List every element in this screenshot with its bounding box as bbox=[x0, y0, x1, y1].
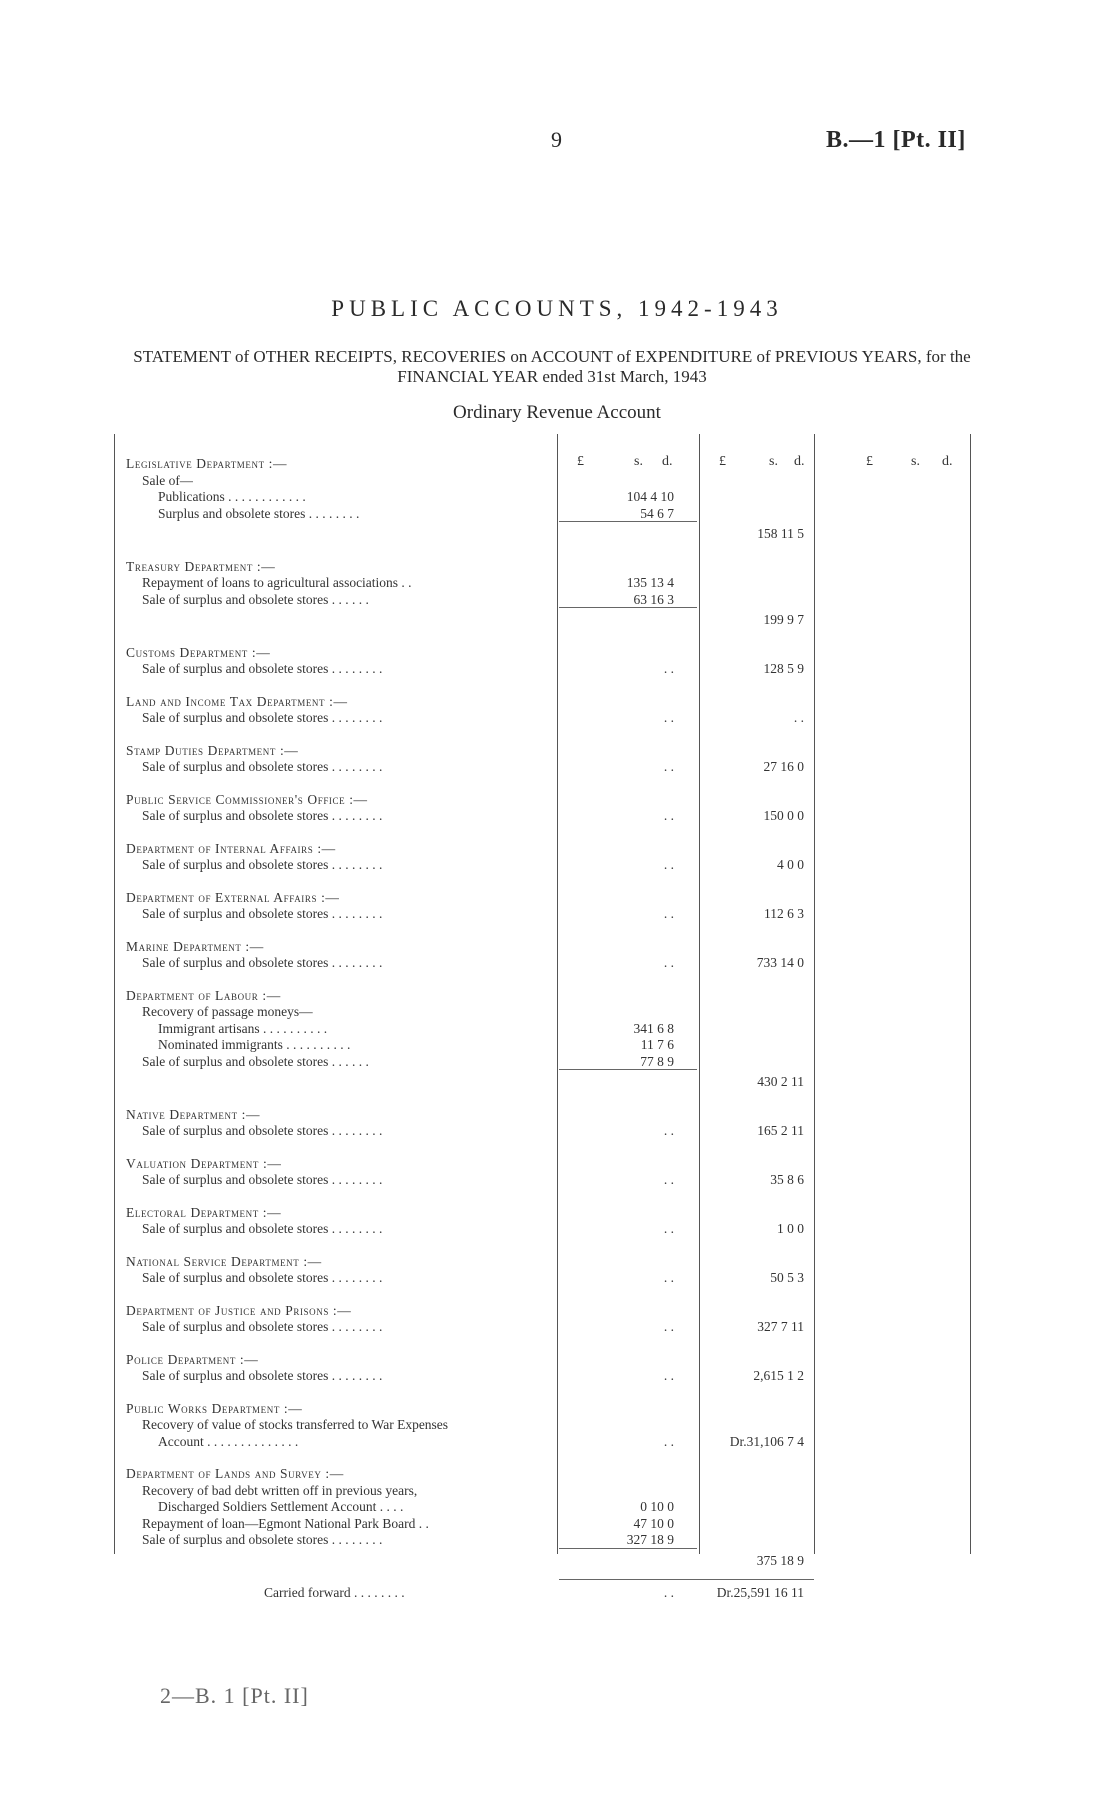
amount-sub: . . bbox=[663, 1123, 674, 1138]
line-item: Surplus and obsolete stores . . . . . . . . bbox=[158, 505, 360, 521]
amount-sub: . . bbox=[663, 1319, 674, 1334]
subtotal-rule bbox=[559, 607, 697, 608]
department-heading: Electoral Department :— bbox=[126, 1204, 282, 1220]
line-item: Sale of surplus and obsolete stores . . . . . . . . bbox=[142, 955, 383, 970]
line-item: Sale of surplus and obsolete stores . . . . . . . . bbox=[142, 759, 383, 774]
amount-total: Dr.31,106 7 4 bbox=[729, 1433, 804, 1449]
column-header: d. bbox=[942, 454, 953, 469]
line-item: Recovery of bad debt written off in previous years, bbox=[142, 1482, 418, 1498]
line-item: Sale of surplus and obsolete stores . . . . . . bbox=[142, 591, 369, 607]
line-item: Immigrant artisans . . . . . . . . . . bbox=[158, 1020, 328, 1036]
amount-total: 1 0 0 bbox=[777, 1221, 804, 1236]
amount-sub: 104 4 10 bbox=[626, 489, 674, 504]
department-heading: Public Works Department :— bbox=[126, 1400, 303, 1416]
line-item: Recovery of value of stocks transferred to War Expenses bbox=[142, 1417, 449, 1432]
line-item: Sale of surplus and obsolete stores . . . . . . . . bbox=[142, 1123, 383, 1138]
amount-sub: 327 18 9 bbox=[626, 1532, 674, 1547]
line-item: Repayment of loans to agricultural associations . . bbox=[142, 575, 412, 590]
department-total: 375 18 9 bbox=[756, 1552, 804, 1568]
line-item: Sale of surplus and obsolete stores . . . . . . . . bbox=[142, 710, 383, 725]
line-item: Sale of surplus and obsolete stores . . . . . . . . bbox=[142, 1368, 383, 1383]
department-total: 430 2 11 bbox=[757, 1074, 804, 1089]
column-header: s. bbox=[634, 454, 643, 469]
line-item: Sale of surplus and obsolete stores . . . . . . . . bbox=[142, 857, 383, 872]
amount-sub: . . bbox=[663, 661, 674, 676]
amount-sub: . . bbox=[663, 906, 674, 921]
carried-forward-label: Carried forward . . . . . . . . bbox=[264, 1585, 405, 1600]
amount-total: 35 8 6 bbox=[770, 1172, 804, 1187]
carried-rule bbox=[559, 1579, 814, 1580]
amount-total: 4 0 0 bbox=[777, 857, 804, 872]
subtotal-rule bbox=[559, 521, 697, 522]
line-item: Sale of surplus and obsolete stores . . . . . . bbox=[142, 1053, 369, 1069]
amount-total: . . bbox=[793, 710, 804, 725]
department-heading: Department of Internal Affairs :— bbox=[126, 840, 336, 856]
amount-sub: 0 10 0 bbox=[640, 1499, 674, 1514]
amount-total: 128 5 9 bbox=[763, 661, 804, 676]
account-subtitle: Ordinary Revenue Account bbox=[453, 402, 661, 423]
amount-sub: . . bbox=[663, 759, 674, 774]
line-item: Sale of surplus and obsolete stores . . . . . . . . bbox=[142, 1270, 383, 1285]
line-item: Repayment of loan—Egmont National Park Board . . bbox=[142, 1515, 429, 1531]
line-item: Nominated immigrants . . . . . . . . . . bbox=[158, 1037, 351, 1052]
department-heading: Land and Income Tax Department :— bbox=[126, 693, 348, 709]
statement-heading: STATEMENT of OTHER RECEIPTS, RECOVERIES on ACCOUNT of EXPENDITURE of PREVIOUS YEARS, for the FINANCIAL YEAR ended 31st March, 1943 bbox=[133, 347, 971, 386]
amount-sub: 77 8 9 bbox=[640, 1053, 674, 1069]
amount-sub: . . bbox=[663, 857, 674, 872]
amount-total: 112 6 3 bbox=[764, 906, 804, 921]
amount-total: 27 16 0 bbox=[763, 759, 804, 774]
accounts-table bbox=[114, 434, 971, 1615]
column-rule bbox=[557, 434, 558, 1554]
amount-total: 150 0 0 bbox=[763, 808, 804, 823]
department-heading: Police Department :— bbox=[126, 1351, 259, 1367]
department-heading: Valuation Department :— bbox=[126, 1155, 282, 1171]
department-heading: National Service Department :— bbox=[126, 1253, 322, 1269]
column-header: £ bbox=[866, 454, 873, 469]
amount-sub: 47 10 0 bbox=[633, 1515, 674, 1531]
line-item: Discharged Soldiers Settlement Account . . . . bbox=[158, 1499, 404, 1514]
page-number: 9 bbox=[551, 127, 562, 152]
column-header: £ bbox=[577, 454, 584, 469]
subtotal-rule bbox=[559, 1069, 697, 1070]
column-rule bbox=[114, 434, 115, 1554]
amount-sub: . . bbox=[663, 1221, 674, 1236]
amount-sub: . . bbox=[663, 808, 674, 823]
amount-sub: 63 16 3 bbox=[633, 591, 674, 607]
page-footer: 2—B. 1 [Pt. II] bbox=[160, 1683, 309, 1708]
amount-sub: 341 6 8 bbox=[633, 1020, 674, 1036]
department-heading: Native Department :— bbox=[126, 1106, 261, 1122]
carried-forward-sub: . . bbox=[663, 1585, 674, 1600]
column-header: s. bbox=[769, 454, 778, 469]
line-item: Sale of surplus and obsolete stores . . . . . . . . bbox=[142, 1172, 383, 1187]
amount-sub: 54 6 7 bbox=[640, 505, 674, 521]
department-total: 158 11 5 bbox=[757, 526, 804, 541]
amount-sub: . . bbox=[663, 1172, 674, 1187]
amount-sub: . . bbox=[663, 1270, 674, 1285]
department-heading: Marine Department :— bbox=[126, 938, 264, 954]
page-title: PUBLIC ACCOUNTS, 1942-1943 bbox=[331, 296, 783, 321]
department-heading: Legislative Department :— bbox=[126, 456, 288, 471]
column-rule bbox=[814, 434, 815, 1554]
column-header: s. bbox=[911, 454, 920, 469]
amount-sub: . . bbox=[663, 1433, 674, 1449]
page-reference: B.—1 [Pt. II] bbox=[826, 127, 966, 153]
line-item: Sale of surplus and obsolete stores . . . . . . . . bbox=[142, 661, 383, 676]
line-item: Sale of surplus and obsolete stores . . . . . . . . bbox=[142, 1319, 383, 1334]
line-item: Publications . . . . . . . . . . . . bbox=[158, 489, 306, 504]
amount-sub: . . bbox=[663, 710, 674, 725]
amount-total: 733 14 0 bbox=[756, 955, 804, 970]
subtotal-rule bbox=[559, 1548, 697, 1549]
amount-sub: . . bbox=[663, 1368, 674, 1383]
column-header: d. bbox=[794, 454, 805, 469]
line-item: Recovery of passage moneys— bbox=[142, 1004, 313, 1019]
column-rule bbox=[970, 434, 971, 1554]
line-item: Sale of surplus and obsolete stores . . . . . . . . bbox=[142, 808, 383, 823]
column-header: d. bbox=[662, 454, 673, 469]
line-item: Account . . . . . . . . . . . . . . bbox=[158, 1433, 299, 1449]
line-item: Sale of surplus and obsolete stores . . . . . . . . bbox=[142, 1532, 383, 1547]
line-item: Sale of surplus and obsolete stores . . . . . . . . bbox=[142, 1221, 383, 1236]
line-item: Sale of— bbox=[142, 472, 194, 488]
department-heading: Stamp Duties Department :— bbox=[126, 742, 299, 758]
column-rule bbox=[699, 434, 700, 1554]
line-item: Sale of surplus and obsolete stores . . . . . . . . bbox=[142, 906, 383, 921]
department-total: 199 9 7 bbox=[763, 612, 804, 627]
amount-sub: . . bbox=[663, 955, 674, 970]
department-heading: Department of Labour :— bbox=[126, 987, 281, 1003]
department-heading: Treasury Department :— bbox=[126, 558, 276, 574]
department-heading: Public Service Commissioner's Office :— bbox=[126, 791, 368, 807]
department-heading: Department of External Affairs :— bbox=[126, 889, 340, 905]
amount-total: 327 7 11 bbox=[757, 1319, 804, 1334]
amount-total: 165 2 11 bbox=[757, 1123, 804, 1138]
department-heading: Department of Justice and Prisons :— bbox=[126, 1302, 352, 1318]
amount-total: 2,615 1 2 bbox=[753, 1368, 804, 1383]
department-heading: Customs Department :— bbox=[126, 644, 271, 660]
carried-forward-total: Dr.25,591 16 11 bbox=[716, 1585, 804, 1600]
amount-sub: 11 7 6 bbox=[640, 1037, 674, 1052]
department-heading: Department of Lands and Survey :— bbox=[126, 1466, 344, 1481]
column-header: £ bbox=[719, 454, 726, 469]
amount-sub: 135 13 4 bbox=[626, 575, 674, 590]
amount-total: 50 5 3 bbox=[770, 1270, 804, 1285]
